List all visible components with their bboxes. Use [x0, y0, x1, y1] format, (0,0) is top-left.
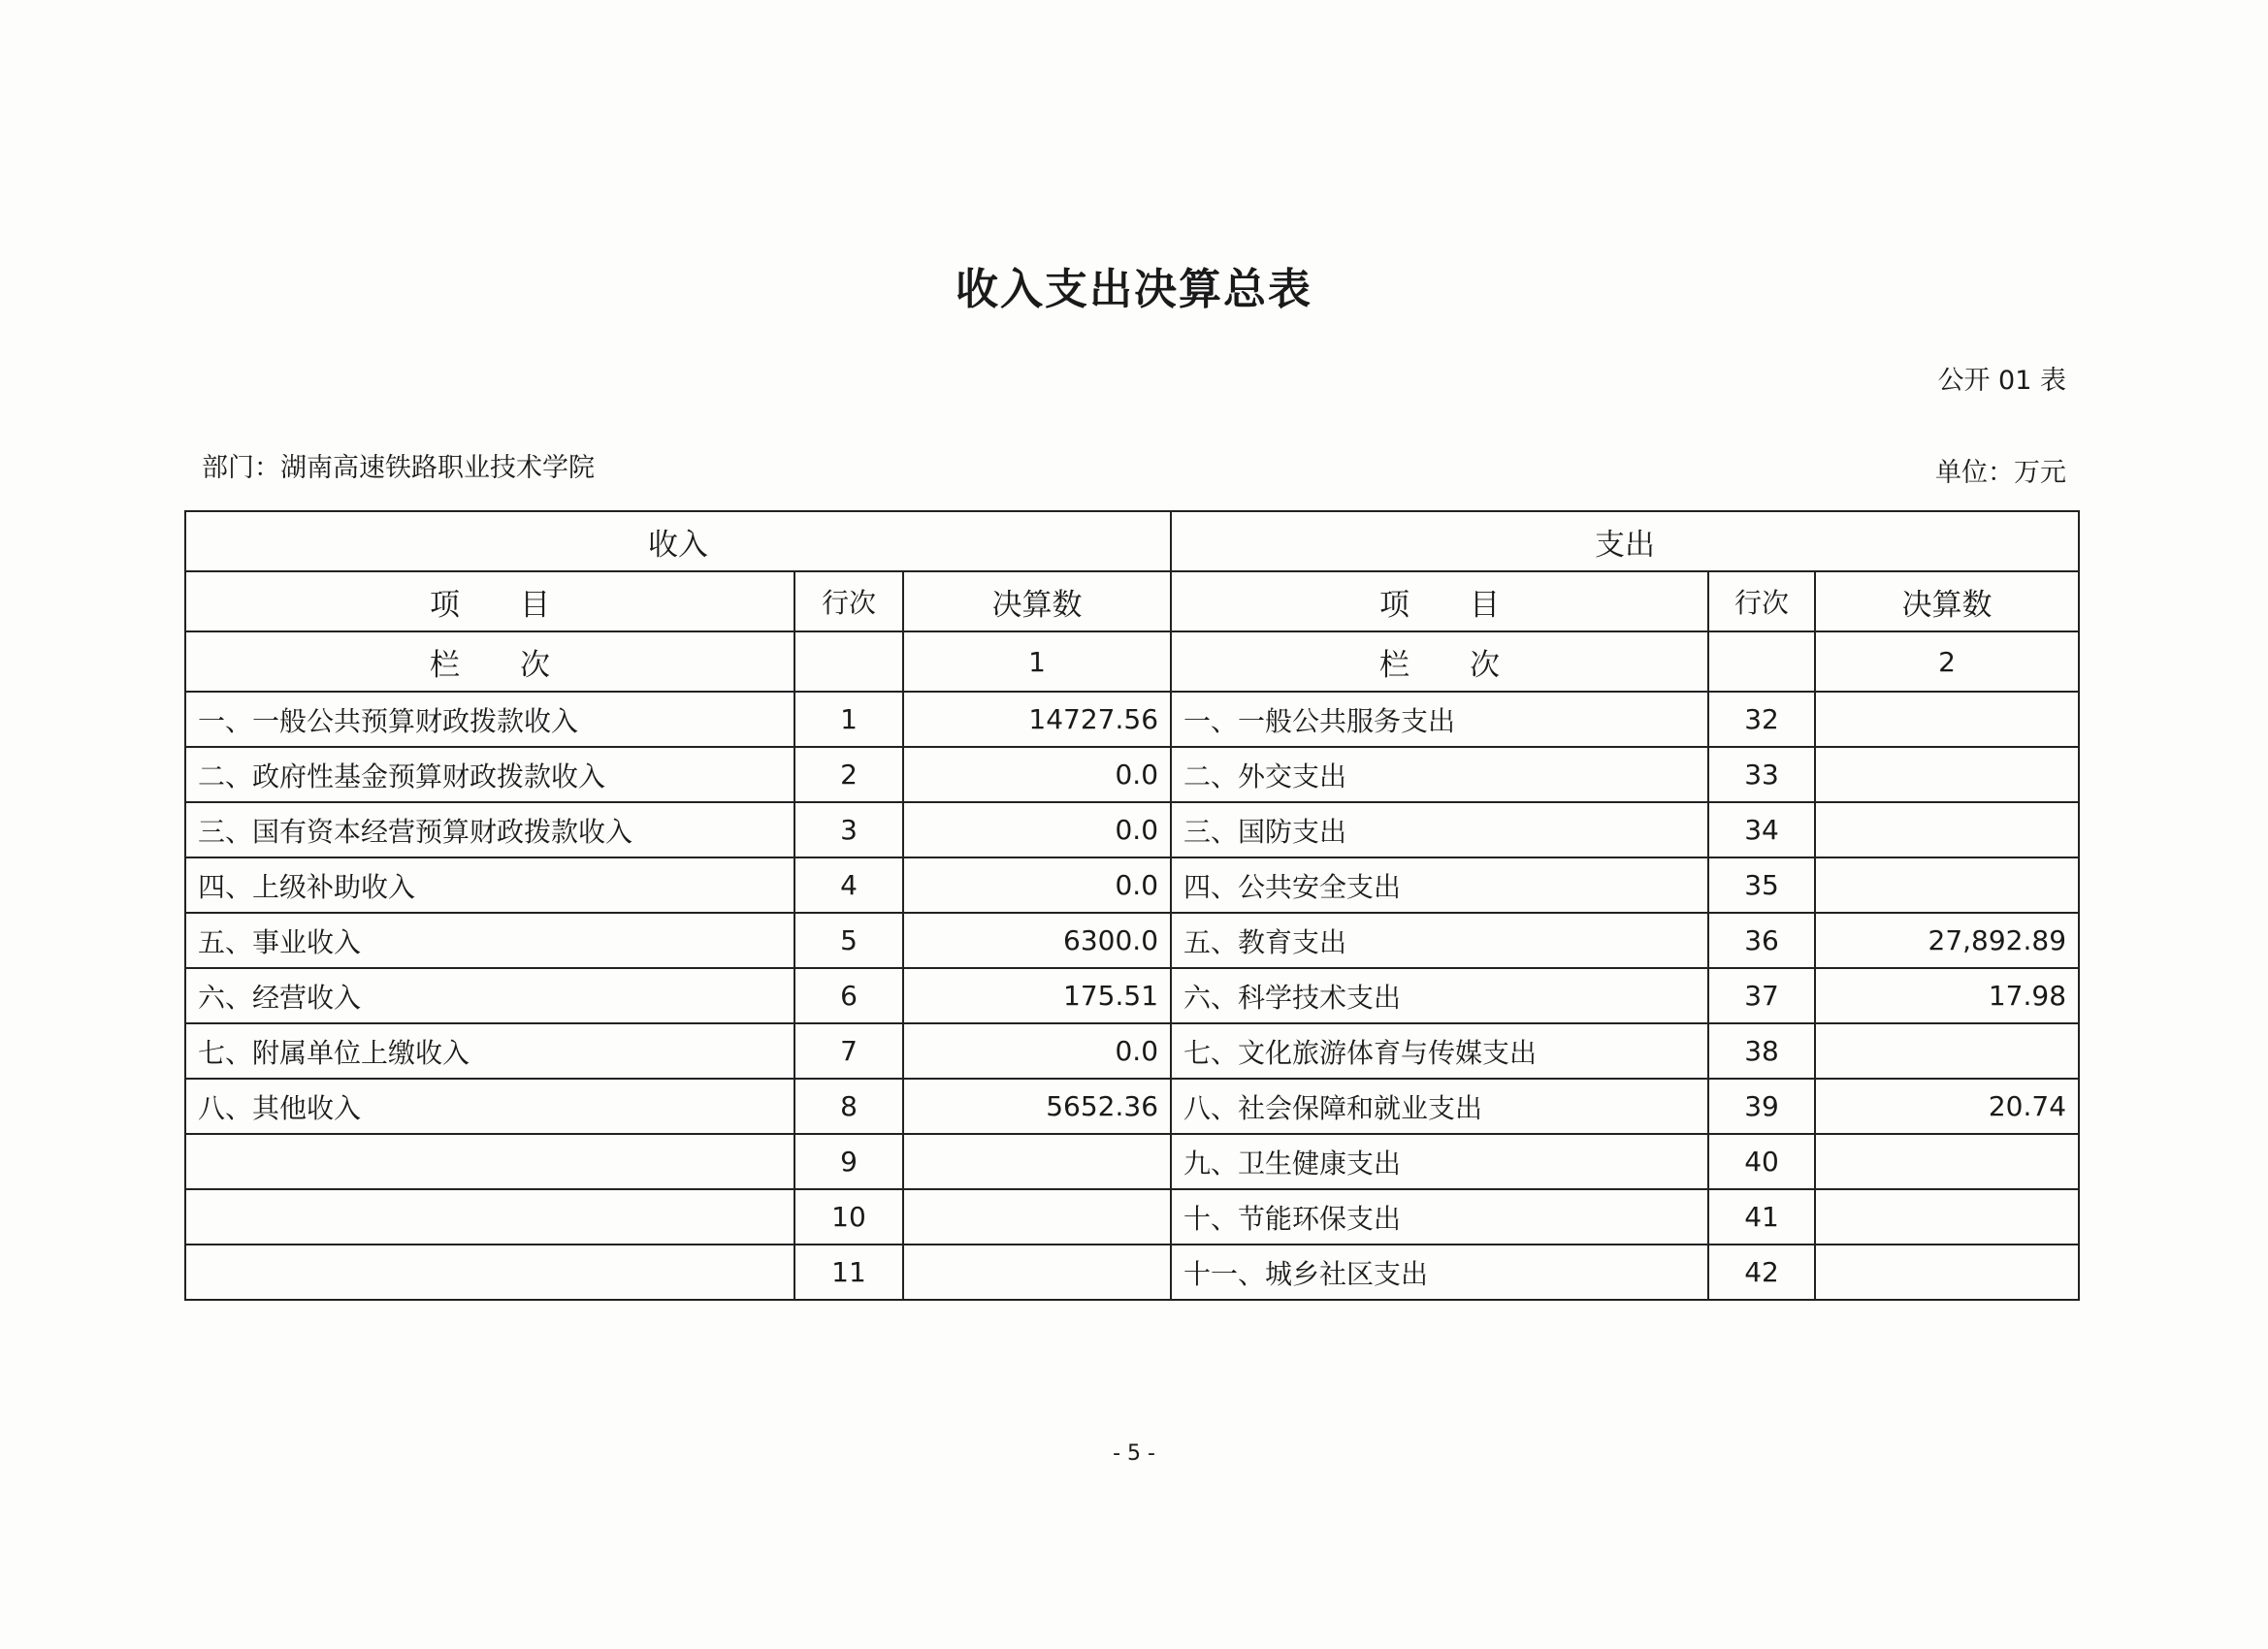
expense-item-cell: 二、外交支出	[1171, 747, 1708, 802]
expense-item-cell: 十一、城乡社区支出	[1171, 1245, 1708, 1300]
income-item-cell: 三、国有资本经营预算财政拨款收入	[185, 802, 794, 857]
income-item-cell: 五、事业收入	[185, 913, 794, 968]
column-order-row	[185, 631, 2079, 692]
expense-line-cell: 33	[1708, 747, 1815, 802]
income-line-cell: 4	[794, 857, 903, 913]
income-amount-cell: 175.51	[903, 968, 1171, 1023]
income-amount-cell: 5652.36	[903, 1079, 1171, 1134]
expense-order-line	[1708, 631, 1815, 692]
income-order-line	[794, 631, 903, 692]
income-item-cell	[185, 1189, 794, 1245]
expense-item-cell: 四、公共安全支出	[1171, 857, 1708, 913]
unit-label: 单位：万元	[1935, 458, 2066, 488]
expense-header: 支出	[1171, 511, 2079, 571]
income-amount-cell	[903, 1134, 1171, 1189]
expense-item-cell: 三、国防支出	[1171, 802, 1708, 857]
expense-item-cell: 八、社会保障和就业支出	[1171, 1079, 1708, 1134]
income-line-cell: 6	[794, 968, 903, 1023]
column-header-row	[185, 571, 2079, 631]
expense-line-cell: 41	[1708, 1189, 1815, 1245]
expense-amount-cell	[1815, 747, 2079, 802]
expense-item-cell: 十、节能环保支出	[1171, 1189, 1708, 1245]
department-label: 部门：湖南高速铁路职业技术学院	[202, 453, 595, 483]
expense-amount-cell	[1815, 1189, 2079, 1245]
table-row	[185, 747, 2079, 802]
table-row	[185, 968, 2079, 1023]
expense-line-cell: 37	[1708, 968, 1815, 1023]
expense-amount-cell	[1815, 1245, 2079, 1300]
expense-line-cell: 35	[1708, 857, 1815, 913]
income-line-header: 行次	[794, 571, 903, 631]
table-row	[185, 857, 2079, 913]
form-number: 公开 01 表	[1937, 366, 2066, 396]
income-amount-cell: 0.0	[903, 747, 1171, 802]
expense-amount-cell: 17.98	[1815, 968, 2079, 1023]
income-line-cell: 10	[794, 1189, 903, 1245]
page-title: 收入支出决算总表	[956, 265, 1312, 314]
income-item-header: 项 目	[185, 571, 794, 631]
income-line-cell: 2	[794, 747, 903, 802]
income-item-cell: 四、上级补助收入	[185, 857, 794, 913]
expense-line-cell: 32	[1708, 692, 1815, 747]
income-item-cell	[185, 1134, 794, 1189]
table-row	[185, 1023, 2079, 1079]
expense-item-header: 项 目	[1171, 571, 1708, 631]
income-amount-cell: 0.0	[903, 1023, 1171, 1079]
expense-line-cell: 42	[1708, 1245, 1815, 1300]
expense-item-cell: 一、一般公共服务支出	[1171, 692, 1708, 747]
expense-item-cell: 七、文化旅游体育与传媒支出	[1171, 1023, 1708, 1079]
table-row	[185, 913, 2079, 968]
income-line-cell: 7	[794, 1023, 903, 1079]
income-order-label: 栏 次	[185, 631, 794, 692]
expense-amount-cell: 20.74	[1815, 1079, 2079, 1134]
table-row	[185, 1079, 2079, 1134]
income-amount-cell: 14727.56	[903, 692, 1171, 747]
table-row	[185, 1134, 2079, 1189]
income-header: 收入	[185, 511, 1171, 571]
expense-amount-cell	[1815, 1134, 2079, 1189]
expense-line-cell: 36	[1708, 913, 1815, 968]
table-row	[185, 692, 2079, 747]
income-line-cell: 8	[794, 1079, 903, 1134]
expense-column-number: 2	[1815, 631, 2079, 692]
expense-line-cell: 34	[1708, 802, 1815, 857]
table-row	[185, 802, 2079, 857]
table-row	[185, 1245, 2079, 1300]
expense-amount-cell: 27,892.89	[1815, 913, 2079, 968]
income-amount-cell	[903, 1245, 1171, 1300]
income-line-cell: 3	[794, 802, 903, 857]
expense-amount-cell	[1815, 692, 2079, 747]
income-amount-cell	[903, 1189, 1171, 1245]
expense-amount-cell	[1815, 802, 2079, 857]
expense-item-cell: 九、卫生健康支出	[1171, 1134, 1708, 1189]
expense-item-cell: 六、科学技术支出	[1171, 968, 1708, 1023]
expense-line-cell: 39	[1708, 1079, 1815, 1134]
expense-line-cell: 38	[1708, 1023, 1815, 1079]
income-amount-cell: 6300.0	[903, 913, 1171, 968]
income-item-cell	[185, 1245, 794, 1300]
income-item-cell: 八、其他收入	[185, 1079, 794, 1134]
page-number: - 5 -	[1113, 1441, 1155, 1466]
expense-amount-cell	[1815, 857, 2079, 913]
expense-amount-header: 决算数	[1815, 571, 2079, 631]
income-line-cell: 1	[794, 692, 903, 747]
expense-amount-cell	[1815, 1023, 2079, 1079]
income-line-cell: 5	[794, 913, 903, 968]
income-expense-table	[184, 510, 2080, 1301]
income-amount-cell: 0.0	[903, 857, 1171, 913]
income-item-cell: 二、政府性基金预算财政拨款收入	[185, 747, 794, 802]
expense-order-label: 栏 次	[1171, 631, 1708, 692]
income-item-cell: 七、附属单位上缴收入	[185, 1023, 794, 1079]
expense-item-cell: 五、教育支出	[1171, 913, 1708, 968]
income-item-cell: 六、经营收入	[185, 968, 794, 1023]
expense-line-header: 行次	[1708, 571, 1815, 631]
income-amount-cell: 0.0	[903, 802, 1171, 857]
table-row	[185, 1189, 2079, 1245]
income-line-cell: 9	[794, 1134, 903, 1189]
income-column-number: 1	[903, 631, 1171, 692]
income-item-cell: 一、一般公共预算财政拨款收入	[185, 692, 794, 747]
section-header-row	[185, 511, 2079, 571]
expense-line-cell: 40	[1708, 1134, 1815, 1189]
income-line-cell: 11	[794, 1245, 903, 1300]
income-amount-header: 决算数	[903, 571, 1171, 631]
